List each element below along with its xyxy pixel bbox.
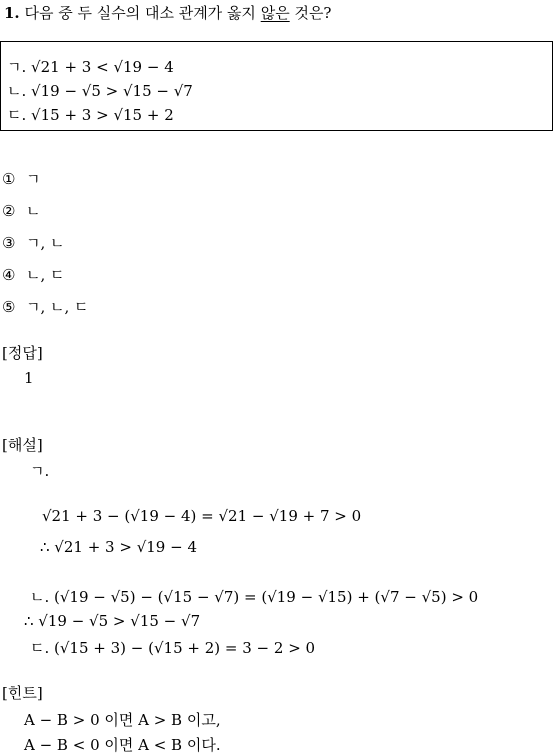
statement-n-label: ㄴ. bbox=[7, 82, 27, 100]
choice-3-text: ㄱ, ㄴ bbox=[26, 234, 65, 252]
answer-value: 1 bbox=[24, 369, 34, 387]
choice-2-mark: ② bbox=[2, 202, 16, 220]
solution-heading: [해설] bbox=[2, 436, 43, 454]
question-stem bbox=[4, 2, 331, 23]
solution-n-line1: ㄴ. (√19 − √5) − (√15 − √7) = (√19 − √15) + (√7 − √5) > 0 bbox=[30, 588, 479, 606]
choice-4[interactable] bbox=[2, 264, 65, 285]
solution-g-label: ㄱ. bbox=[30, 462, 50, 480]
choice-5-text: ㄱ, ㄴ, ㄷ bbox=[26, 298, 89, 316]
statement-d bbox=[7, 104, 174, 125]
choice-4-text: ㄴ, ㄷ bbox=[26, 266, 65, 284]
choice-2-text: ㄴ bbox=[26, 202, 41, 220]
statement-g-label: ㄱ. bbox=[7, 58, 27, 76]
choice-5[interactable] bbox=[2, 296, 89, 317]
hint-heading: [힌트] bbox=[2, 684, 43, 702]
statement-g-expr: √21 + 3 < √19 − 4 bbox=[31, 58, 174, 76]
hint-line2: A − B < 0 이면 A < B 이다. bbox=[24, 736, 221, 754]
solution-n-line2: ∴ √19 − √5 > √15 − √7 bbox=[24, 612, 201, 630]
choice-3-mark: ③ bbox=[2, 234, 16, 252]
statement-n-expr: √19 − √5 > √15 − √7 bbox=[31, 82, 193, 100]
statements-box bbox=[0, 41, 553, 131]
question-text-after: 것은? bbox=[289, 4, 332, 22]
question-text-before: 다음 중 두 실수의 대소 관계가 옳지 bbox=[24, 4, 261, 22]
question-number: 1. bbox=[4, 4, 20, 22]
choice-4-mark: ④ bbox=[2, 266, 16, 284]
statement-n bbox=[7, 80, 193, 101]
choice-1[interactable] bbox=[2, 168, 41, 189]
choice-5-mark: ⑤ bbox=[2, 298, 16, 316]
statement-d-label: ㄷ. bbox=[7, 106, 27, 124]
question-underlined-word: 않은 bbox=[260, 4, 290, 22]
choice-2[interactable] bbox=[2, 200, 41, 221]
answer-heading: [정답] bbox=[2, 344, 43, 362]
solution-g-line2: ∴ √21 + 3 > √19 − 4 bbox=[40, 538, 198, 556]
hint-line1: A − B > 0 이면 A > B 이고, bbox=[24, 711, 221, 729]
solution-g-line1: √21 + 3 − (√19 − 4) = √21 − √19 + 7 > 0 bbox=[42, 507, 362, 525]
choice-3[interactable] bbox=[2, 232, 65, 253]
choice-1-text: ㄱ bbox=[26, 170, 41, 188]
statement-g bbox=[7, 56, 174, 77]
solution-d-line1: ㄷ. (√15 + 3) − (√15 + 2) = 3 − 2 > 0 bbox=[30, 639, 316, 657]
choice-1-mark: ① bbox=[2, 170, 16, 188]
statement-d-expr: √15 + 3 > √15 + 2 bbox=[31, 106, 174, 124]
